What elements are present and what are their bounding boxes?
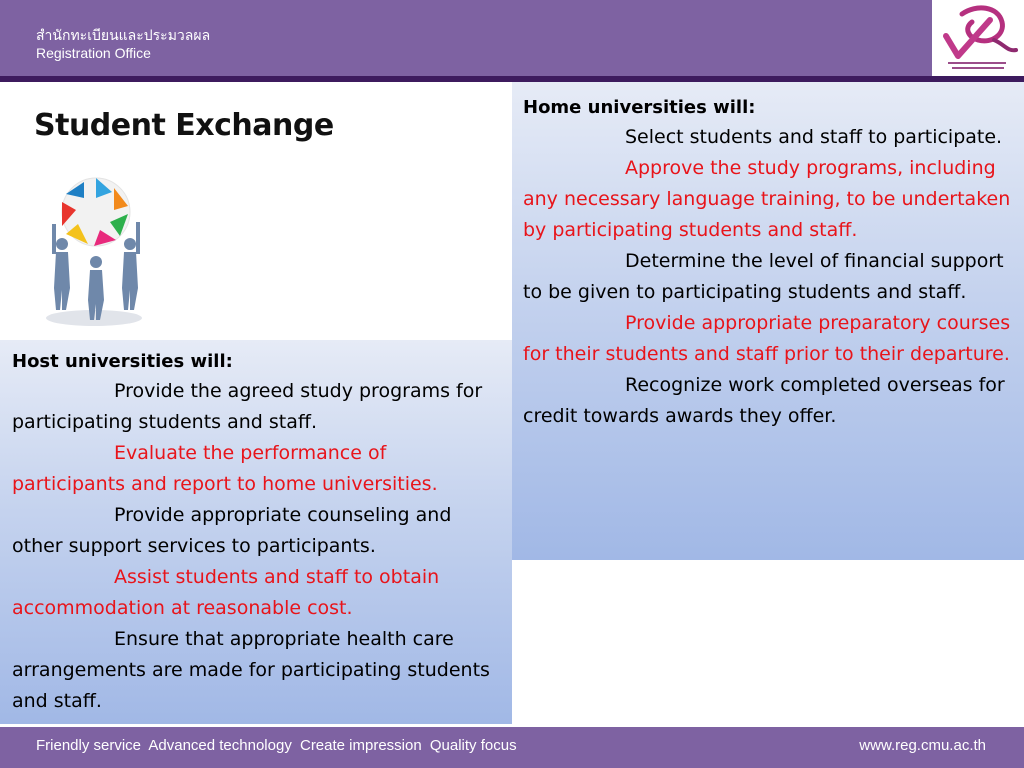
home-item-recognize: Recognize work completed overseas for credit towards awards they offer. — [523, 374, 1005, 427]
home-item-preparatory: Provide appropriate preparatory courses for their students and staff prior to their departure. — [523, 312, 1011, 365]
tagline-friendly-service: Friendly service — [36, 737, 142, 754]
tagline-advanced-technology: Advanced technology — [148, 737, 292, 754]
footer-bar — [0, 726, 1024, 768]
host-item-counseling: Provide appropriate counseling and other support services to participants. — [12, 504, 452, 557]
home-universities-panel — [512, 82, 1024, 560]
footer-website-link[interactable]: www.reg.cmu.ac.th — [859, 737, 986, 754]
host-universities-panel — [0, 340, 512, 724]
registration-office-logo-icon — [932, 0, 1024, 76]
home-item-financial: Determine the level of financial support to be given to participating students and staff. — [523, 250, 1004, 303]
tagline-create-impression: Create impression — [299, 737, 422, 754]
people-holding-globe-icon — [32, 170, 172, 330]
host-item-programs: Provide the agreed study programs for participating students and staff. — [12, 380, 483, 433]
tagline-quality-focus: Quality focus — [429, 737, 517, 754]
page-title: Student Exchange — [34, 108, 334, 143]
home-universities-heading: Home universities will: — [523, 97, 756, 118]
home-item-approve: Approve the study programs, including any necessary language training, to be undertaken by participating students and staff. — [523, 157, 1011, 241]
home-item-select: Select students and staff to participate. — [625, 126, 1003, 148]
org-name-thai: สำนักทะเบียนและประมวลผล — [36, 27, 211, 43]
host-item-health-care: Ensure that appropriate health care arrangements are made for participating students and staff. — [12, 628, 490, 712]
header-bar — [0, 0, 1024, 76]
host-item-evaluate: Evaluate the performance of participants and report to home universities. — [12, 442, 438, 495]
footer-taglines — [36, 737, 521, 754]
host-universities-heading: Host universities will: — [12, 351, 233, 372]
host-item-accommodation: Assist students and staff to obtain accommodation at reasonable cost. — [12, 566, 440, 619]
org-name — [36, 26, 210, 62]
org-name-english: Registration Office — [36, 45, 151, 61]
